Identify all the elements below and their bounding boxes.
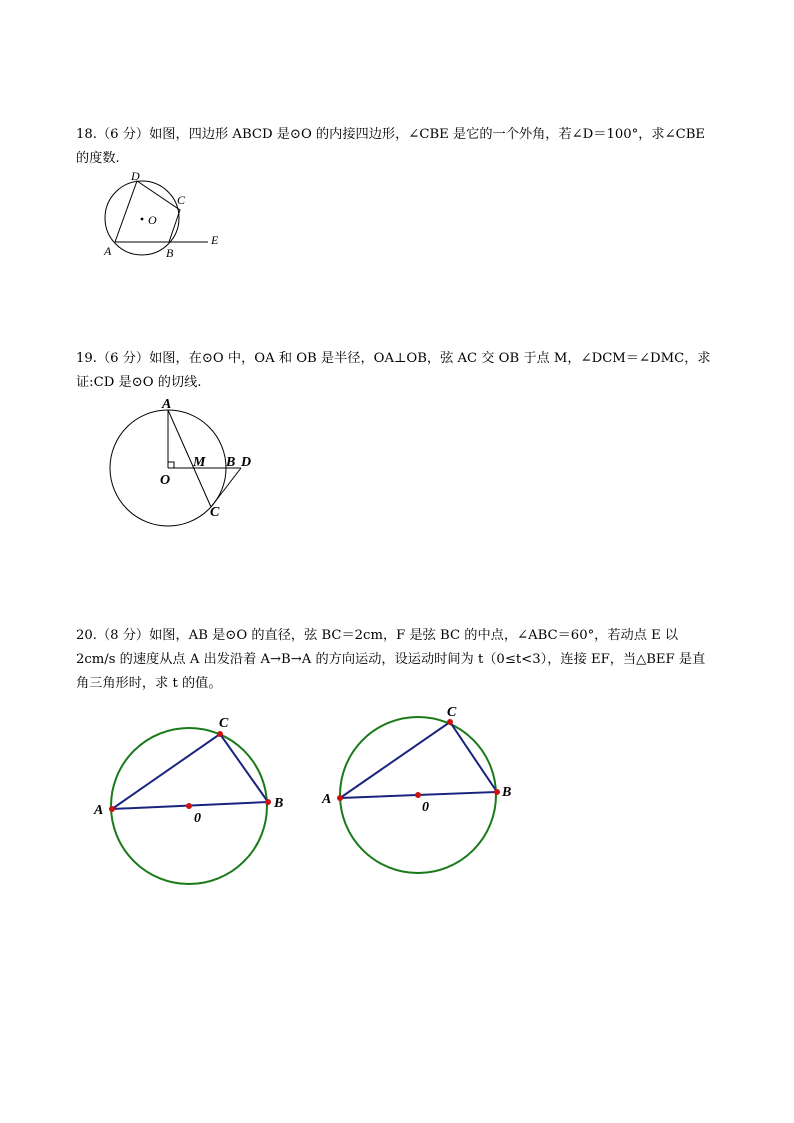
- label-a: A: [94, 803, 104, 818]
- problem-20-figure-2: [316, 700, 536, 884]
- point-c: [217, 731, 223, 737]
- label-c: C: [177, 193, 186, 207]
- label-e: E: [211, 233, 219, 247]
- problem-19-text: 19.（6 分）如图，在⊙O 中，OA 和 OB 是半径，OA⊥OB，弦 AC 交 OB 于点 M，∠DCM＝∠DMC，求证:CD 是⊙O 的切线.: [76, 351, 711, 390]
- triangle-abc: [112, 734, 268, 809]
- label-b: B: [502, 785, 512, 800]
- point-o: [186, 803, 192, 809]
- label-a: A: [104, 244, 112, 258]
- label-a: A: [162, 397, 172, 412]
- point-b: [494, 789, 500, 795]
- point-a: [109, 806, 115, 812]
- problem-19-figure: [100, 394, 260, 530]
- label-m: M: [193, 455, 206, 470]
- label-d: D: [131, 169, 140, 183]
- label-c: C: [219, 716, 229, 731]
- point-o: [415, 792, 421, 798]
- label-o: O: [148, 213, 157, 227]
- center-point-o: [141, 218, 144, 221]
- label-center: 0: [422, 800, 429, 815]
- point-b: [265, 799, 271, 805]
- problem-20-figure-1: [88, 710, 308, 894]
- label-b: B: [226, 455, 236, 470]
- quadrilateral-abcd: [115, 181, 180, 242]
- label-a: A: [322, 792, 332, 807]
- point-a: [337, 795, 343, 801]
- label-o: O: [160, 473, 171, 488]
- triangle-abc: [340, 722, 497, 798]
- label-center: 0: [194, 811, 201, 826]
- right-angle-mark: [168, 462, 174, 468]
- label-b: B: [166, 246, 174, 260]
- problem-18-figure: [96, 166, 236, 262]
- label-c: C: [447, 705, 457, 720]
- label-b: B: [274, 796, 284, 811]
- problem-18-text: 18.（6 分）如图，四边形 ABCD 是⊙O 的内接四边形，∠CBE 是它的一个外角，若∠D＝100°，求∠CBE 的度数.: [76, 127, 706, 166]
- problem-20-text: 20.（8 分）如图，AB 是⊙O 的直径，弦 BC＝2cm，F 是弦 BC 的中点，∠ABC＝60°，若动点 E 以 2cm/s 的速度从点 A 出发沿着 A→B→A 的方向运动，设运动时间为 t（0≤t<3），连接 EF，当△BEF 是直角三角形时，求 t 的值。: [76, 628, 706, 691]
- label-d: D: [241, 455, 252, 470]
- label-c: C: [210, 505, 220, 520]
